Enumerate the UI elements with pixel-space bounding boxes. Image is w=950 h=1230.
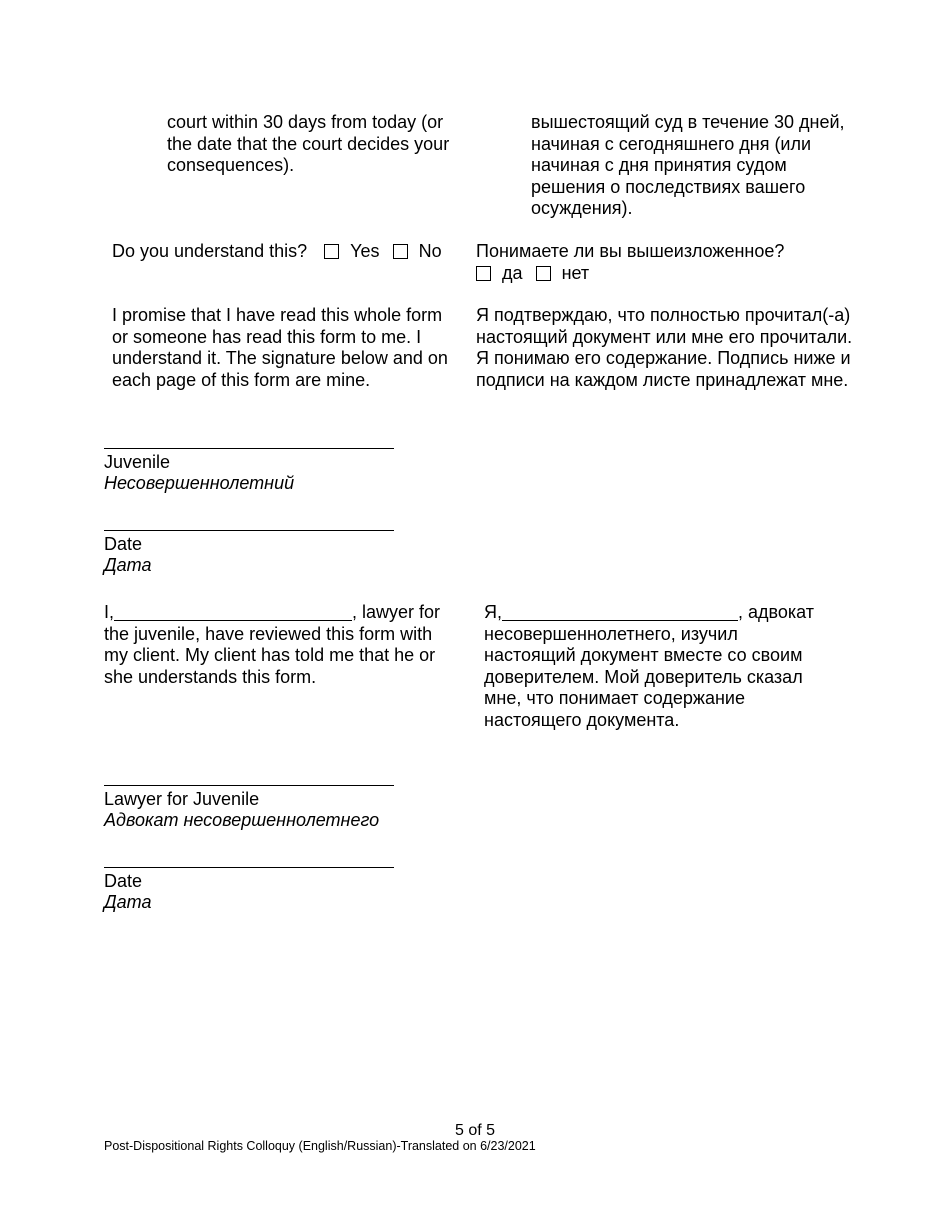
lawyer-date-label-ru: Дата: [104, 892, 152, 912]
lawyer-signature-line[interactable]: [104, 785, 394, 786]
page-number: 5 of 5: [454, 1122, 496, 1139]
net-label: нет: [561, 262, 590, 283]
lawyer-statement-ru-rest: , адвокат несовершеннолетнего, изучил настоящий документ вместе со своим доверителем. Мой доверитель сказал мне, что понимает содержание настоящего документа.: [484, 602, 815, 730]
lawyer-label-en: Lawyer for Juvenile: [104, 789, 260, 809]
continued-text-en: court within 30 days from today (or the date that the court decides your consequences).: [167, 112, 450, 175]
juvenile-date-label-ru: Дата: [104, 555, 152, 575]
lawyer-date-line[interactable]: [104, 867, 394, 868]
lawyer-statement-en-prefix: I,: [104, 602, 115, 622]
yes-checkbox[interactable]: [324, 244, 339, 259]
understand-question-ru-label: Понимаете ли вы вышеизложенное?: [476, 241, 785, 261]
yes-label: Yes: [350, 241, 380, 261]
lawyer-statement-en: [104, 602, 454, 688]
no-checkbox[interactable]: [393, 244, 408, 259]
lawyer-statement-en-rest: , lawyer for the juvenile, have reviewed this form with my client. My client has told me that he or she understands this form.: [104, 602, 441, 687]
da-checkbox[interactable]: [476, 266, 491, 281]
lawyer-statement-ru: [484, 602, 829, 731]
lawyer-statement-ru-prefix: Я,: [484, 602, 502, 622]
no-label: No: [418, 241, 442, 261]
juvenile-signature-line[interactable]: [104, 448, 394, 449]
continued-text-ru: вышестоящий суд в течение 30 дней, начиная с сегодняшнего дня (или начиная с дня принятия судом решения о последствиях вашего осуждения).: [531, 112, 845, 218]
juvenile-date-line[interactable]: [104, 530, 394, 531]
da-label: да: [502, 262, 523, 283]
understand-question-ru: [476, 241, 856, 284]
lawyer-date-label-en: Date: [104, 871, 143, 891]
juvenile-date-label-en: Date: [104, 534, 143, 554]
juvenile-label-ru: Несовершеннолетний: [104, 473, 295, 493]
understand-question-en: [112, 241, 442, 263]
juvenile-label-en: Juvenile: [104, 452, 171, 472]
promise-text-ru: Я подтверждаю, что полностью прочитал(-а) настоящий документ или мне его прочитали. Я понимаю его содержание. Подпись ниже и подписи на каждом листе принадлежат мне.: [476, 305, 853, 390]
net-checkbox[interactable]: [536, 266, 551, 281]
lawyer-name-field-en[interactable]: [114, 605, 352, 621]
lawyer-name-field-ru[interactable]: [502, 605, 738, 621]
lawyer-label-ru: Адвокат несовершеннолетнего: [104, 810, 380, 830]
footer-doc-title: Post-Dispositional Rights Colloquy (English/Russian)-Translated on 6/23/2021: [104, 1139, 536, 1153]
understand-question-en-label: Do you understand this?: [112, 241, 308, 261]
promise-text-en: I promise that I have read this whole form or someone has read this form to me. I understand it. The signature below and on each page of this form are mine.: [112, 305, 448, 390]
